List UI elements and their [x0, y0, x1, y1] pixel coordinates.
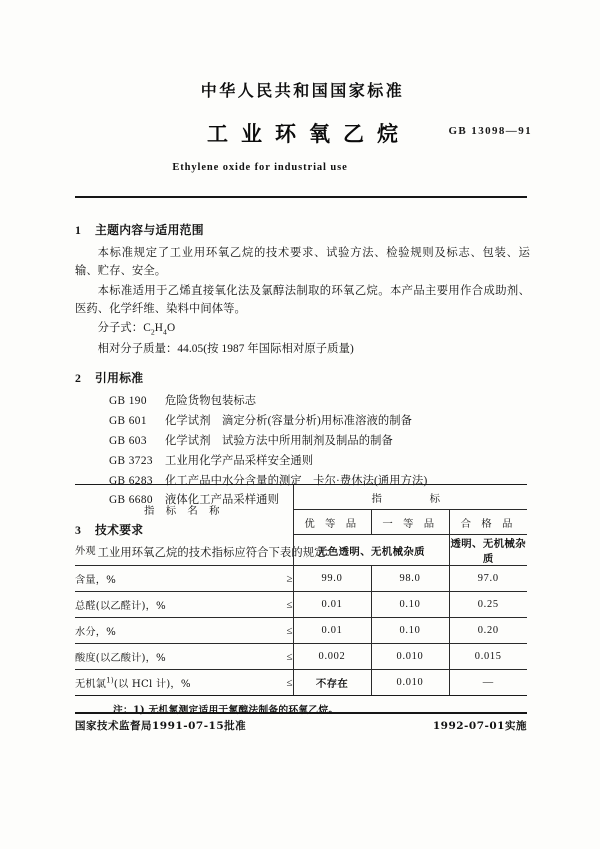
- header-divider: [75, 196, 527, 198]
- table-row: [75, 670, 527, 696]
- section-title-1: 主题内容与适用范围: [95, 223, 204, 237]
- title-row: [75, 118, 530, 148]
- row-operator-acidity: ≤: [245, 644, 293, 670]
- column-header-index-group: 指 标: [293, 485, 527, 510]
- formula-value: [143, 322, 176, 337]
- row-operator-total-aldehyde: ≤: [245, 592, 293, 618]
- document-header: [75, 78, 530, 173]
- reference-title: 化学试剂 试验方法中所用制剂及制品的制备: [165, 435, 393, 447]
- formula-label: 分子式：: [97, 322, 144, 335]
- row-value-total-aldehyde-premium: 0.01: [293, 592, 371, 618]
- formula-hydrogen-count: 4: [163, 327, 167, 337]
- row-label-inorganic-chlorine: [75, 670, 245, 696]
- row-label-content: 含量，%: [75, 566, 245, 592]
- document-footer: [75, 718, 527, 733]
- row-value-content-first: 98.0: [371, 566, 449, 592]
- column-header-grade-qualified: 合 格 品: [449, 510, 527, 535]
- row-operator-content: ≥: [245, 566, 293, 592]
- row-label-moisture: 水分，%: [75, 618, 245, 644]
- implementation-date: 1992-07-01实施: [432, 720, 527, 732]
- row-operator-inorganic-chlorine: ≤: [245, 670, 293, 696]
- reference-title: 化工产品中水分含量的测定 卡尔·费休法(通用方法): [165, 474, 428, 487]
- table-header-row-group: [75, 485, 527, 510]
- list-item: [75, 432, 530, 450]
- footnote-marker: 1): [106, 675, 114, 685]
- section-number-3: 3: [75, 522, 82, 537]
- row-value-inorganic-chlorine-first: 0.010: [371, 670, 449, 696]
- reference-title: 危险货物包装标志: [165, 395, 257, 408]
- row-value-appearance-merged: 无色透明、无机械杂质: [293, 535, 449, 566]
- column-header-grade-premium: 优 等 品: [293, 510, 371, 535]
- row-operator-moisture: ≤: [245, 618, 293, 644]
- row-label-acidity: 酸度(以乙酸计)，%: [75, 644, 245, 670]
- row-value-content-premium: 99.0: [293, 566, 371, 592]
- row-value-inorganic-chlorine-premium: 不存在: [293, 670, 371, 696]
- table-footnote: 注：1) 无机氯测定适用于氯醇法制备的环氧乙烷。: [113, 705, 339, 716]
- list-item: [75, 392, 530, 410]
- section-title-2: 引用标准: [95, 371, 144, 386]
- row-value-acidity-premium: 0.002: [293, 644, 371, 670]
- table-row: [75, 592, 527, 618]
- row-label-inorganic-chlorine-tail: (以 HCl 计)，%: [113, 679, 191, 690]
- scope-paragraph-1: 本标准规定了工业用环氧乙烷的技术要求、试验方法、检验规则及标志、包装、运输、贮存、安全。: [75, 247, 530, 278]
- table-row: [75, 566, 527, 592]
- reference-code: GB 3723: [109, 454, 153, 467]
- reference-code: GB 603: [109, 435, 147, 447]
- formula-oxygen: O: [166, 322, 176, 335]
- section-heading-scope: [75, 221, 530, 240]
- reference-code: GB 190: [109, 395, 147, 408]
- row-operator-appearance: [245, 535, 293, 566]
- reference-code: GB 6680: [109, 494, 153, 507]
- list-item: [75, 412, 530, 430]
- formula-carbon: C: [143, 322, 151, 335]
- row-value-moisture-premium: 0.01: [293, 618, 371, 644]
- row-value-acidity-qualified: 0.015: [449, 644, 527, 670]
- row-value-moisture-qualified: 0.20: [449, 618, 527, 644]
- reference-title: 化学试剂 滴定分析(容量分析)用标准溶液的制备: [165, 415, 413, 428]
- specification-table: [75, 484, 527, 696]
- row-value-inorganic-chlorine-qualified: —: [449, 670, 527, 696]
- section-title-3: 技术要求: [95, 522, 144, 537]
- footer-divider: [75, 712, 527, 714]
- table-row: [75, 618, 527, 644]
- formula-hydrogen: H: [154, 322, 164, 335]
- reference-title: 液体化工产品采样通则: [165, 494, 279, 507]
- column-header-grade-first: 一 等 品: [371, 510, 449, 535]
- table-row: [75, 644, 527, 670]
- requirements-intro: 工业用环氧乙烷的技术指标应符合下表的规定：: [97, 546, 337, 559]
- row-label-total-aldehyde: 总醛(以乙醛计)，%: [75, 592, 245, 618]
- formula-carbon-count: 2: [150, 327, 155, 337]
- approval-statement: 国家技术监督局1991-07-15批准: [75, 720, 247, 732]
- molecular-formula-line: [75, 319, 530, 339]
- reference-title: 工业用化学产品采样安全通则: [165, 454, 314, 467]
- standard-code: GB 13098—91: [448, 125, 532, 137]
- scope-paragraph-2: 本标准适用于乙烯直接氧化法及氯醇法制取的环氧乙烷。本产品主要用作合成助剂、医药、化学纤维、染料中间体等。: [75, 284, 530, 315]
- row-value-appearance-qualified: 透明、无机械杂质: [449, 535, 527, 566]
- section-number-2: 2: [75, 371, 82, 386]
- row-label-inorganic-chlorine-text: 无机氯: [75, 679, 107, 690]
- molecular-mass-line: 相对分子质量：44.05(按 1987 年国际相对原子质量): [97, 343, 354, 355]
- row-value-acidity-first: 0.010: [371, 644, 449, 670]
- specification-table-wrap: [75, 484, 527, 716]
- standard-title: 工业环氧乙烷: [207, 121, 411, 146]
- list-item: [75, 452, 530, 470]
- table-row: [75, 535, 527, 566]
- section-number-1: 1: [75, 223, 82, 237]
- issuing-organization: 中华人民共和国国家标准: [200, 81, 405, 100]
- reference-code: GB 6283: [109, 474, 153, 487]
- row-value-total-aldehyde-first: 0.10: [371, 592, 449, 618]
- row-value-content-qualified: 97.0: [449, 566, 527, 592]
- row-value-moisture-first: 0.10: [371, 618, 449, 644]
- reference-code: GB 601: [109, 415, 147, 428]
- row-value-total-aldehyde-qualified: 0.25: [449, 592, 527, 618]
- section-heading-references: [75, 369, 530, 388]
- english-title: Ethylene oxide for industrial use: [172, 162, 348, 173]
- row-label-appearance: 外观: [75, 535, 245, 566]
- column-header-name: 指 标 名 称: [75, 485, 293, 535]
